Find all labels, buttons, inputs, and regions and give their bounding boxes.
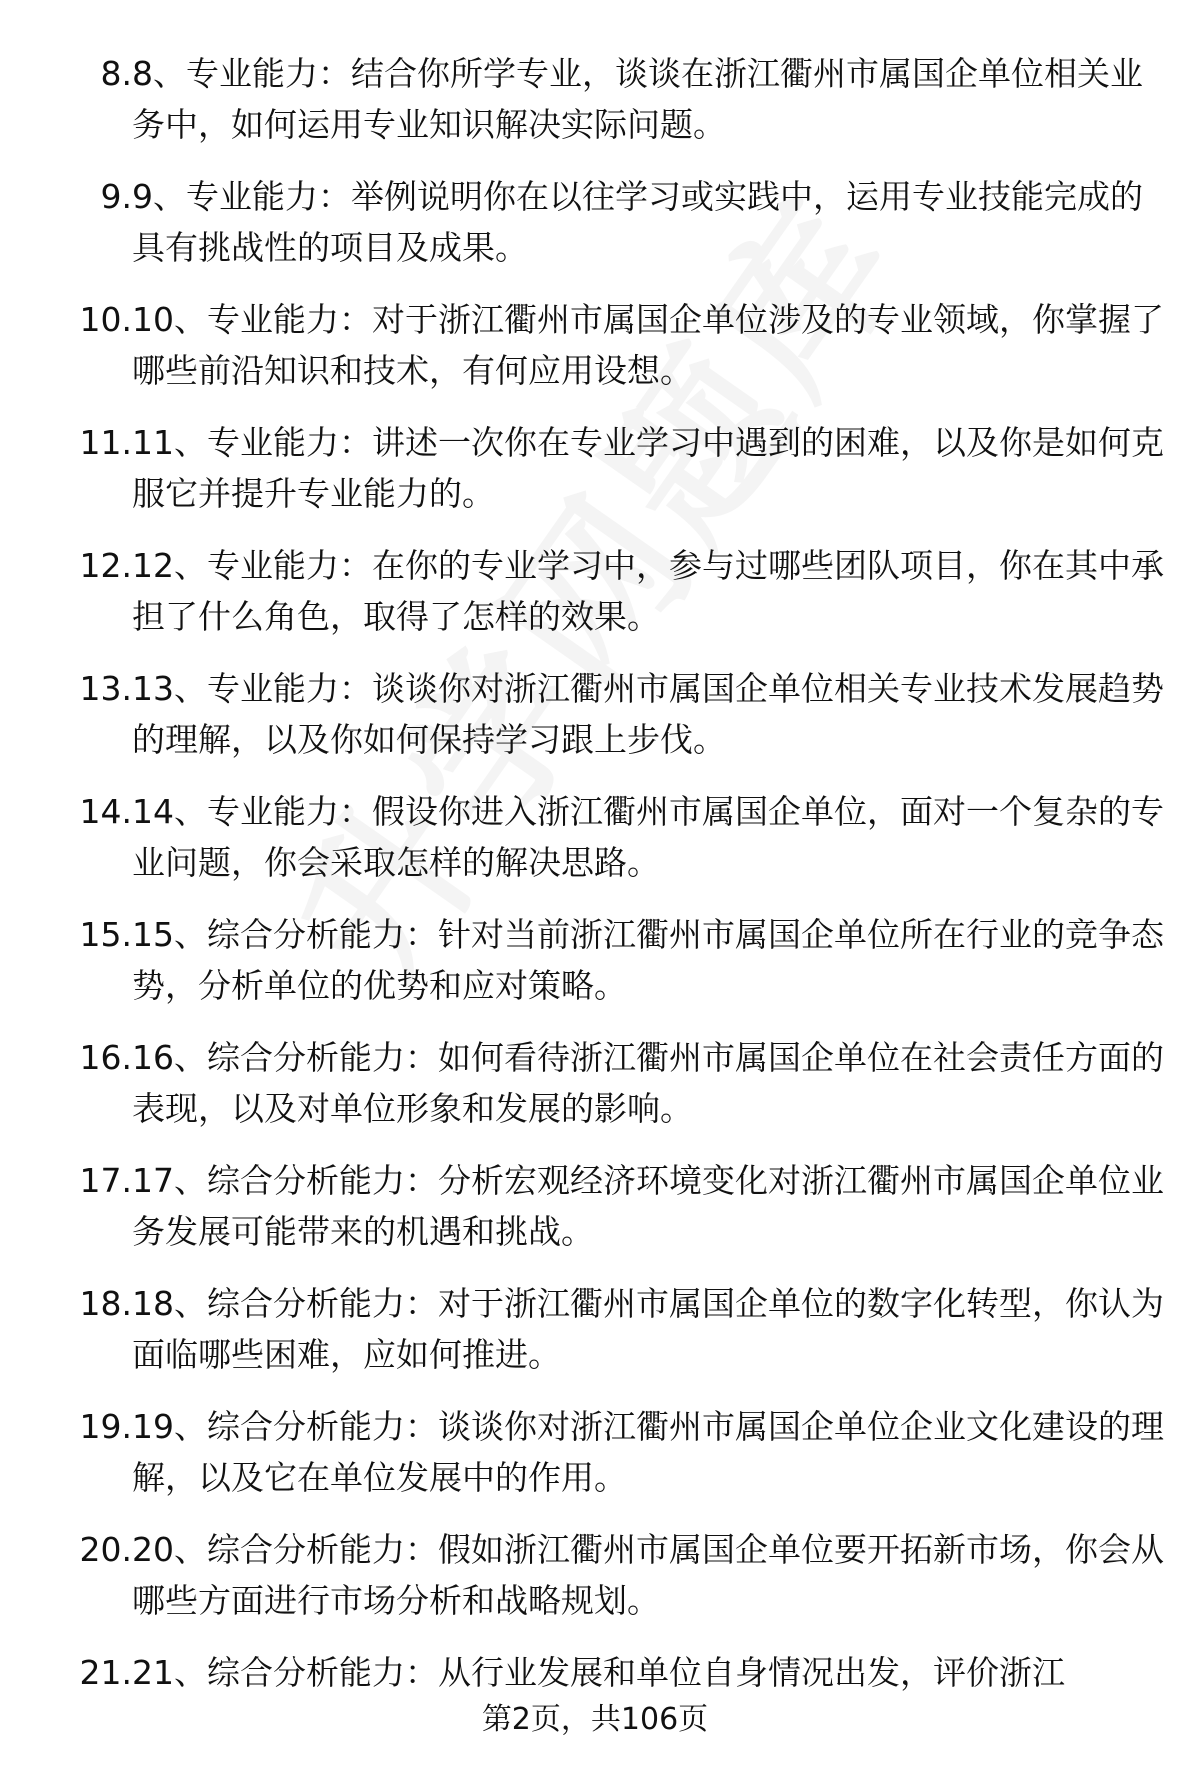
list-item xyxy=(0,171,1190,294)
list-item-number: 18. xyxy=(79,1284,132,1323)
list-item xyxy=(0,786,1190,909)
list-item-number: 8. xyxy=(100,54,132,93)
list-item xyxy=(0,1524,1190,1647)
list-item-text: 10、专业能力：对于浙江衢州市属国企单位涉及的专业领域，你掌握了哪些前沿知识和技术，有何应用设想。 xyxy=(132,300,1164,390)
page-footer: 第2页，共106页 xyxy=(481,1702,709,1737)
list-item xyxy=(0,663,1190,786)
list-item xyxy=(0,909,1190,1032)
list-item-text: 9、专业能力：举例说明你在以往学习或实践中，运用专业技能完成的具有挑战性的项目及成果。 xyxy=(132,177,1143,267)
list-item xyxy=(0,48,1190,171)
list-item xyxy=(0,417,1190,540)
list-item-text: 14、专业能力：假设你进入浙江衢州市属国企单位，面对一个复杂的专业问题，你会采取怎样的解决思路。 xyxy=(132,792,1164,882)
list-item-text: 12、专业能力：在你的专业学习中，参与过哪些团队项目，你在其中承担了什么角色，取得了怎样的效果。 xyxy=(132,546,1164,636)
list-item-text: 15、综合分析能力：针对当前浙江衢州市属国企单位所在行业的竞争态势，分析单位的优势和应对策略。 xyxy=(132,915,1164,1005)
list-item-text: 16、综合分析能力：如何看待浙江衢州市属国企单位在社会责任方面的表现，以及对单位形象和发展的影响。 xyxy=(132,1038,1164,1128)
list-item-number: 13. xyxy=(79,669,132,708)
question-list xyxy=(0,48,1190,1770)
list-item-text: 11、专业能力：讲述一次你在专业学习中遇到的困难，以及你是如何克服它并提升专业能力的。 xyxy=(132,423,1164,513)
list-item-text: 21、综合分析能力：从行业发展和单位自身情况出发，评价浙江 xyxy=(132,1653,1065,1692)
list-item xyxy=(0,540,1190,663)
list-item-number: 9. xyxy=(100,177,132,216)
list-item-number: 11. xyxy=(79,423,132,462)
list-item-text: 19、综合分析能力：谈谈你对浙江衢州市属国企单位企业文化建设的理解，以及它在单位发展中的作用。 xyxy=(132,1407,1164,1497)
list-item-text: 20、综合分析能力：假如浙江衢州市属国企单位要开拓新市场，你会从哪些方面进行市场分析和战略规划。 xyxy=(132,1530,1164,1620)
list-item-number: 15. xyxy=(79,915,132,954)
list-item xyxy=(0,1278,1190,1401)
list-item-number: 16. xyxy=(79,1038,132,1077)
list-item-text: 17、综合分析能力：分析宏观经济环境变化对浙江衢州市属国企单位业务发展可能带来的机遇和挑战。 xyxy=(132,1161,1164,1251)
list-item-number: 12. xyxy=(79,546,132,585)
list-item xyxy=(0,1401,1190,1524)
list-item-number: 10. xyxy=(79,300,132,339)
list-item xyxy=(0,1155,1190,1278)
list-item xyxy=(0,294,1190,417)
list-item-number: 21. xyxy=(79,1653,132,1692)
list-item-number: 14. xyxy=(79,792,132,831)
list-item-text: 13、专业能力：谈谈你对浙江衢州市属国企单位相关专业技术发展趋势的理解，以及你如何保持学习跟上步伐。 xyxy=(132,669,1164,759)
list-item-text: 18、综合分析能力：对于浙江衢州市属国企单位的数字化转型，你认为面临哪些困难，应如何推进。 xyxy=(132,1284,1164,1374)
list-item-text: 8、专业能力：结合你所学专业，谈谈在浙江衢州市属国企单位相关业务中，如何运用专业知识解决实际问题。 xyxy=(132,54,1143,144)
list-item-number: 17. xyxy=(79,1161,132,1200)
list-item-number: 20. xyxy=(79,1530,132,1569)
list-item-number: 19. xyxy=(79,1407,132,1446)
list-item xyxy=(0,1032,1190,1155)
